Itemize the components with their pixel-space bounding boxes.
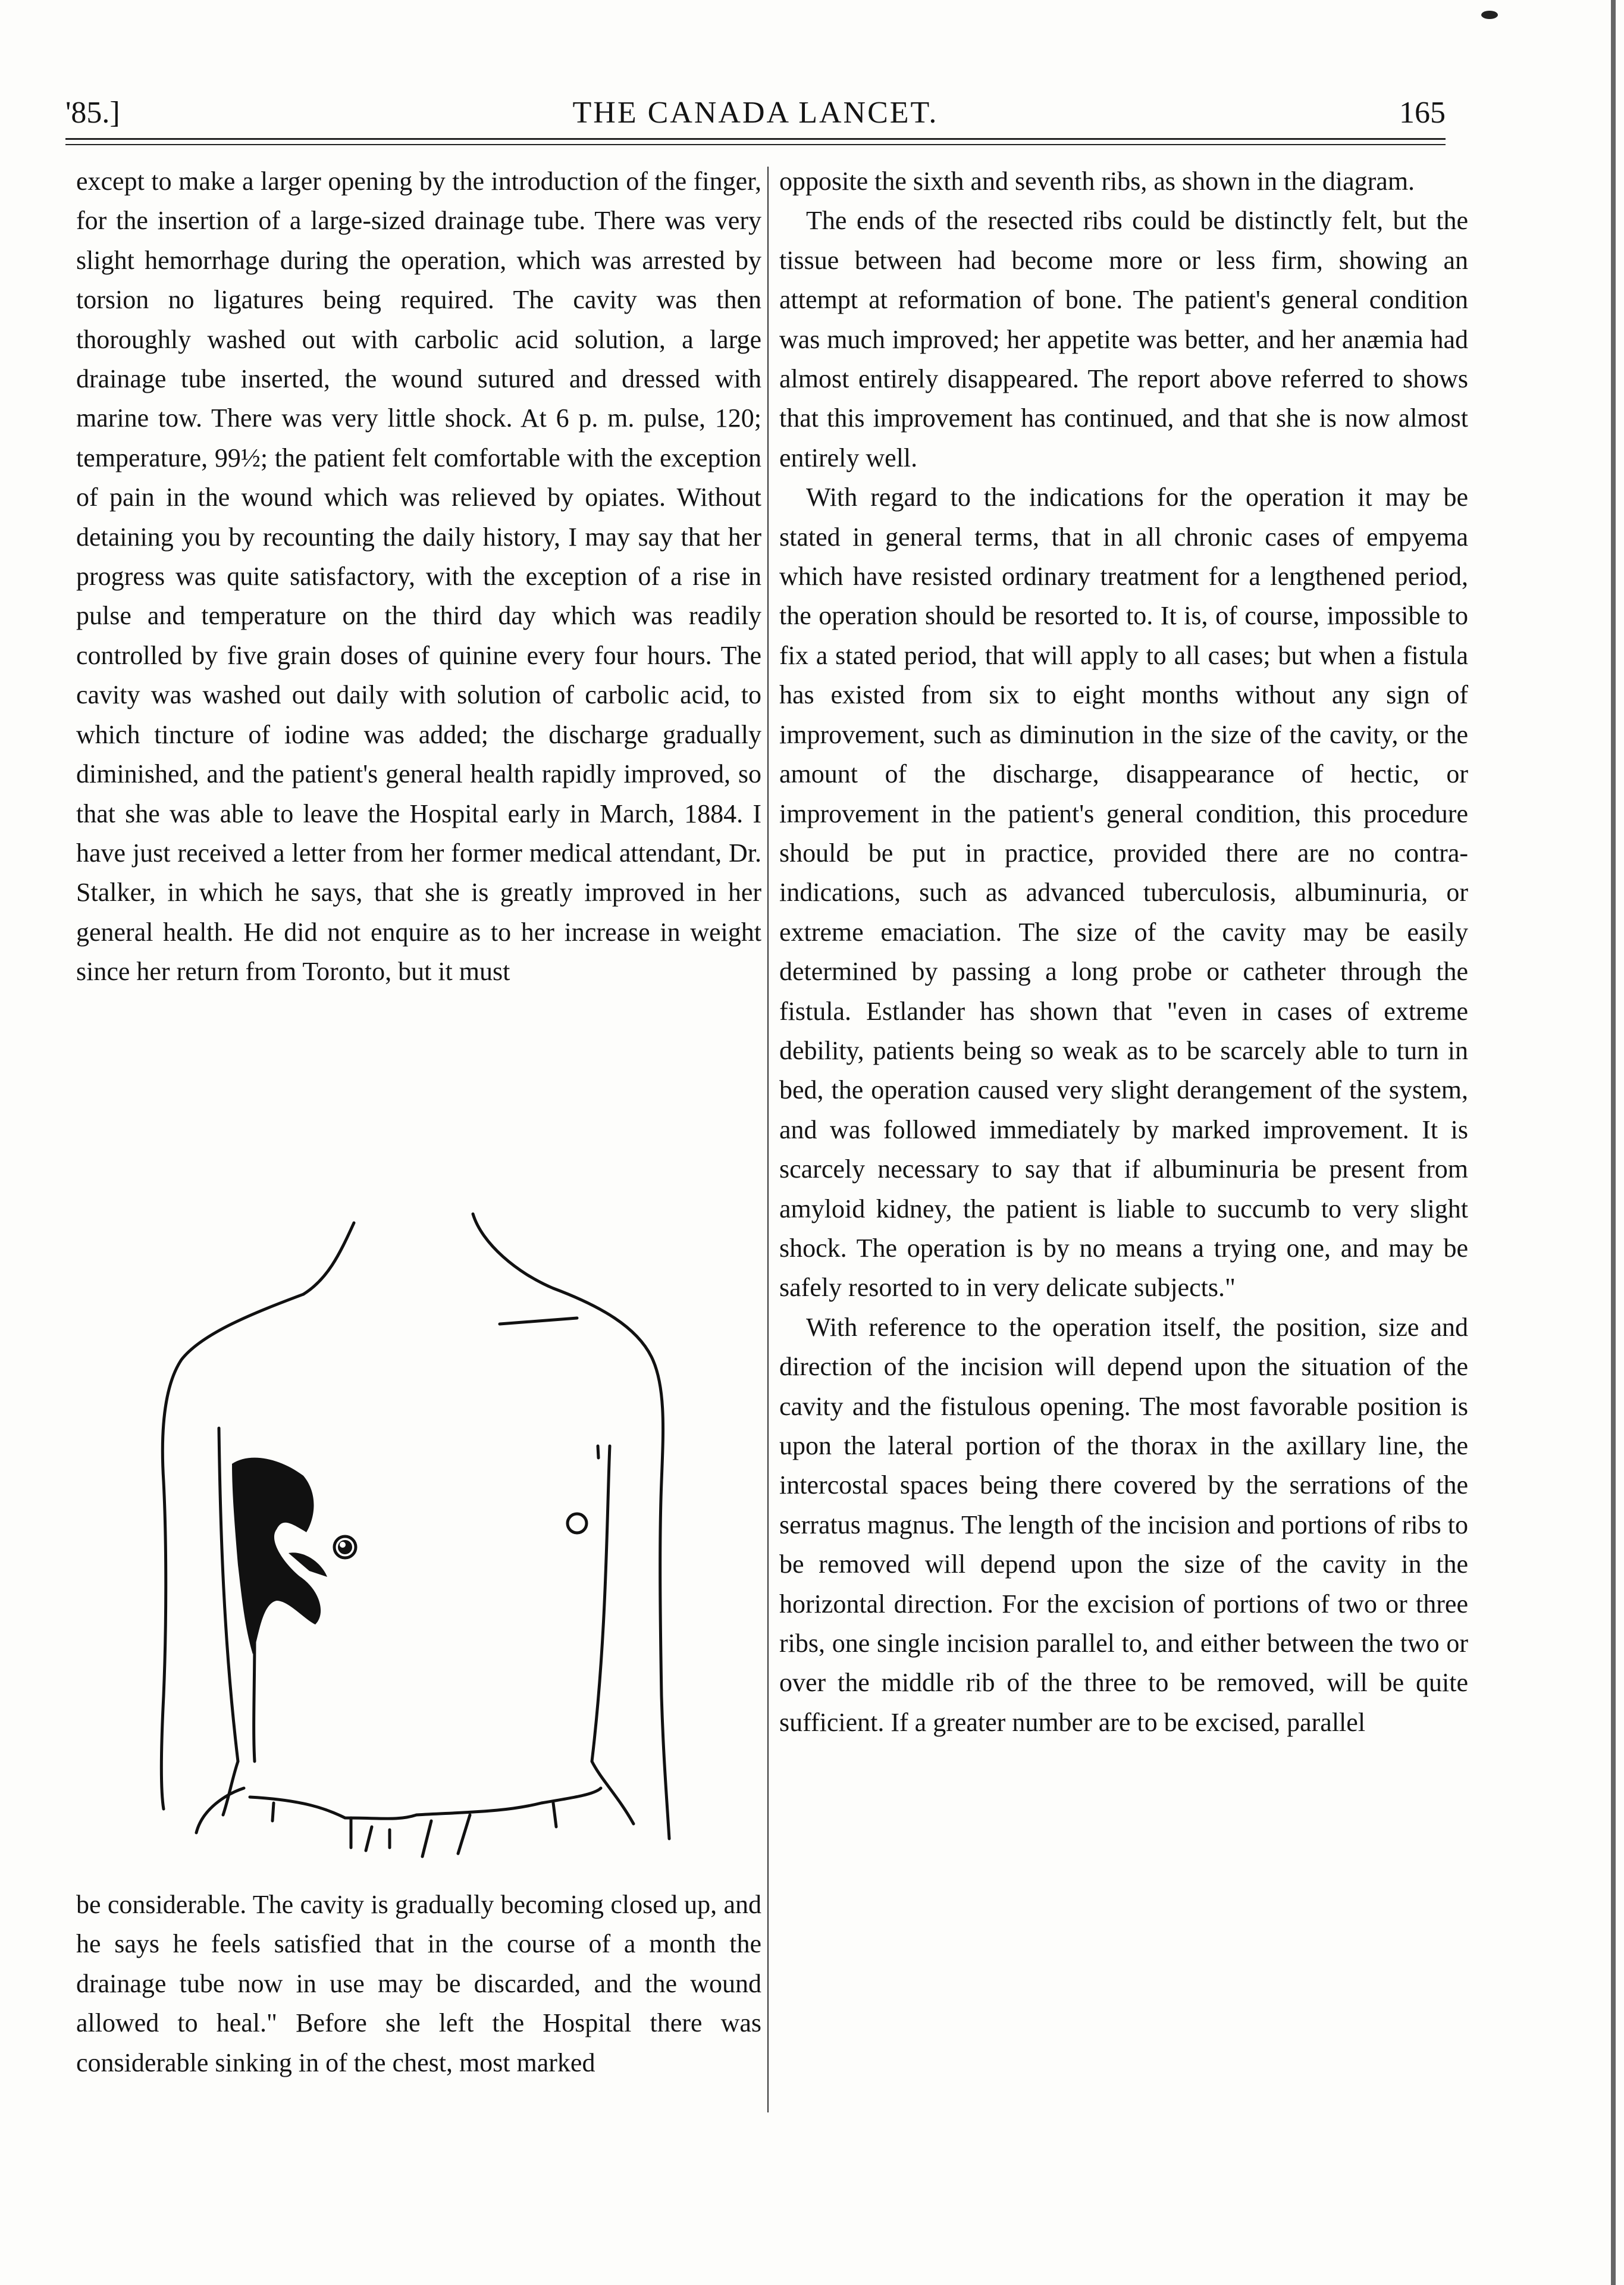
resection-shading xyxy=(232,1458,327,1654)
right-nipple xyxy=(568,1514,587,1533)
belt-line-2 xyxy=(196,1788,244,1833)
paragraph: With regard to the indications for the operation it may be stated in general terms, that in all chronic cases of empyema which have resisted ordinary treatment for a lengthened period, the operation should be resorted to. It is, of course, impossible to fix a stated period, that will apply to all cases; but when a fistula has existed from six to eight months without any sign of improvement, such as diminution in the size of the cavity, or the amount of the discharge, disappearance of hectic, or improvement in the patient's general condition, this procedure should be put in practice, provided there are no contra-indications, such as advanced tuberculosis, albuminuria, or extreme emaciation. The size of the cavity may be easily determined by passing a long probe or catheter through the fistula. Estlander has shown that "even in cases of extreme debility, patients being so weak as to be scarcely able to turn in bed, the operation caused very slight derangement of the system, and was followed immediately by marked improvement. It is scarcely necessary to say that if albuminuria be present from amyloid kidney, the patient is liable to succumb to very slight shock. The operation is by no means a trying one, and may be safely resorted to in very delicate subjects." xyxy=(779,483,1468,1303)
paragraph: With reference to the operation itself, the position, size and direction of the incision will depend upon the situation of the cavity and the fistulous opening. The most favorable position is upon the lateral portion of the thorax in the axillary line, the intercostal spaces being there covered by the serrations of the serratus magnus. The length of the incision and portions of ribs to be removed will depend upon the size of the cavity in the horizontal direction. For the excision of portions of two or three ribs, one single incision parallel to, and either between the two or over the middle rib of the three to be removed, will be quite sufficient. If a greater number are to be excised, parallel xyxy=(779,1312,1468,1737)
column-divider xyxy=(767,167,769,2112)
waist-outline xyxy=(223,1761,238,1815)
right-column-text xyxy=(779,162,1468,1742)
chest-diagram xyxy=(149,1208,702,1874)
belt-tick-6 xyxy=(458,1815,470,1854)
header-rule-top xyxy=(65,138,1446,140)
journal-title: THE CANADA LANCET. xyxy=(572,96,939,130)
right-shoulder-outline xyxy=(553,1288,669,1839)
paragraph: opposite the sixth and seventh ribs, as shown in the diagram. xyxy=(779,167,1415,196)
belt-line xyxy=(250,1788,601,1818)
neck-left-line xyxy=(303,1223,354,1294)
right-inner-arm-line xyxy=(592,1446,610,1761)
ink-spot xyxy=(1481,11,1498,19)
paragraph: except to make a larger opening by the introduction of the finger, for the insertion of a large-sized drainage tube. There was very slight hemorrhage during the operation, which was arrested by torsion no ligatures being required. The cavity was then thoroughly washed out with carbolic acid solution, a large drainage tube inserted, the wound sutured and dressed with marine tow. There was very little shock. At 6 p. m. pulse, 120; temperature, 99½; the patient felt comfortable with the exception of pain in the wound which was relieved by opiates. Without detaining you by recounting the daily history, I may say that her progress was quite satisfactory, with the exception of a rise in pulse and temperature on the third day which was readily controlled by five grain doses of quinine every four hours. The cavity was washed out daily with solution of carbolic acid, to which tincture of iodine was added; the discharge gradually diminished, and the patient's general health rapidly improved, so that she was able to leave the Hospital early in March, 1884. I have just received a letter from her former medical attendant, Dr. Stalker, in which he says, that she is greatly improved in her general health. He did not enquire as to her increase in weight since her return from Toronto, but it must xyxy=(76,167,761,987)
belt-tick-3 xyxy=(366,1827,372,1851)
belt-tick-1 xyxy=(272,1803,274,1821)
neck-right-line xyxy=(473,1214,553,1288)
belt-tick-7 xyxy=(553,1803,556,1827)
fistula-opening xyxy=(338,1540,352,1554)
running-header xyxy=(65,89,1446,137)
belt-tick-5 xyxy=(422,1821,431,1857)
clavicle-mark xyxy=(500,1318,577,1324)
left-column-upper-text xyxy=(76,162,761,992)
header-rule-bottom xyxy=(65,144,1446,145)
left-column-lower-text xyxy=(76,1885,761,2083)
paragraph: The ends of the resected ribs could be distinctly felt, but the tissue between had become more or less firm, showing an attempt at reformation of bone. The patient's general condition was much improved; her appetite was better, and her anæmia had almost entirely disappeared. The report above referred to shows that this improvement has continued, and that she is now almost entirely well. xyxy=(779,206,1468,472)
page-edge-shadow xyxy=(1611,0,1616,2285)
page-number: 165 xyxy=(1399,96,1446,130)
fistula-highlight xyxy=(340,1542,346,1548)
paragraph: be considerable. The cavity is gradually becoming closed up, and he says he feels satisfied that in the course of a month the drainage tube now in use may be discarded, and the wound allowed to heal." Before she left the Hospital there was considerable sinking in of the chest, most marked xyxy=(76,1890,761,2077)
left-shoulder-outline xyxy=(161,1294,303,1809)
header-year: '85.] xyxy=(65,96,120,130)
waist-outline-right xyxy=(592,1761,634,1824)
scar-vertical-line xyxy=(254,1636,255,1761)
